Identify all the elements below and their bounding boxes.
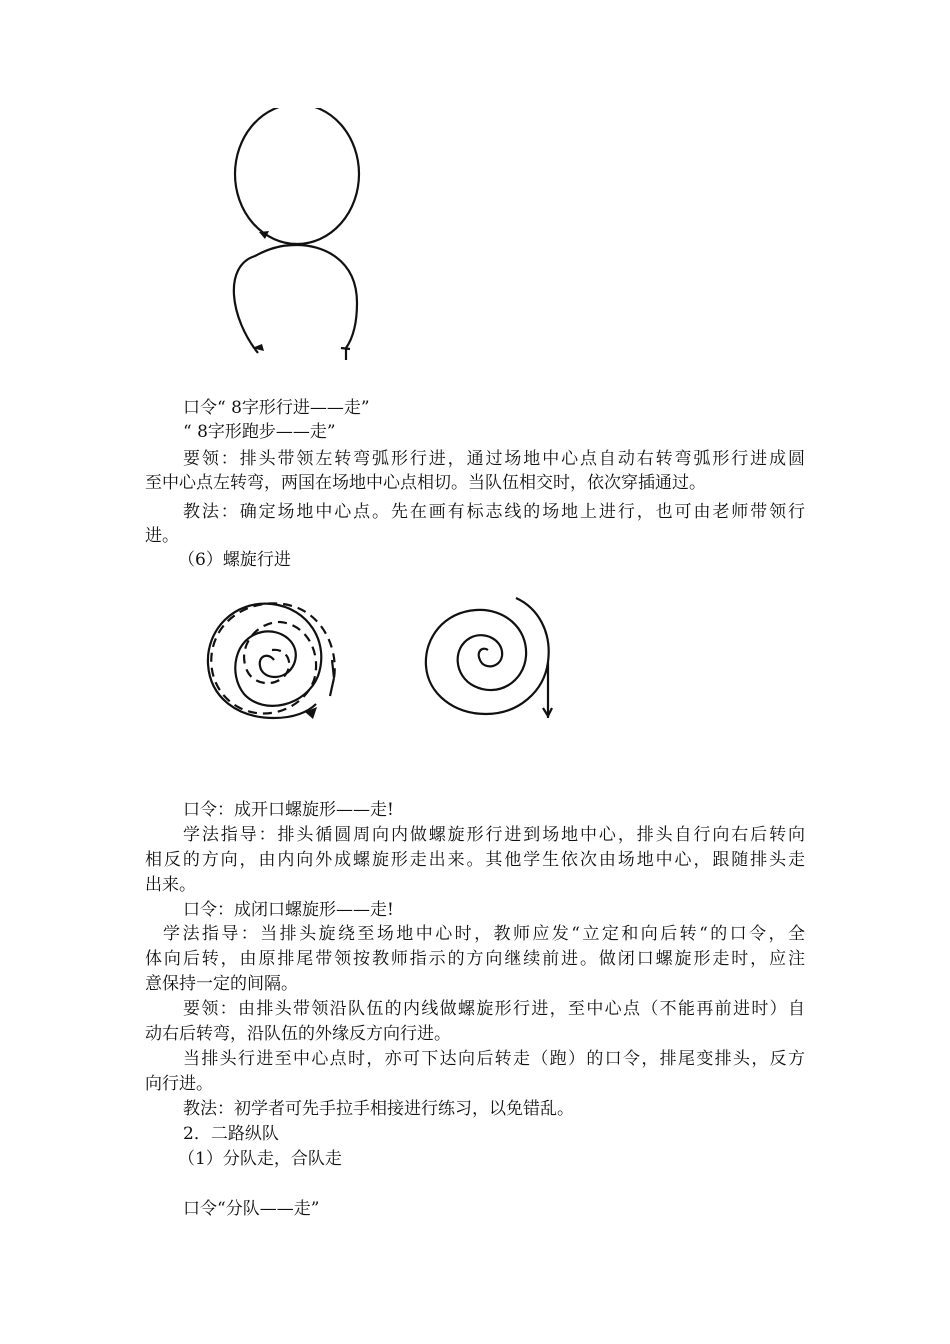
upper-circle <box>235 108 359 244</box>
section-2-heading: 2．二路纵队 <box>183 1124 279 1144</box>
command-closed-spiral: 口令：成闭口螺旋形——走! <box>183 900 394 920</box>
teaching-method-1-line-1: 教法：确定场地中心点。先在画有标志线的场地上进行，也可由老师带领行 <box>183 502 805 522</box>
spiral-tail <box>330 660 334 696</box>
key-points-2-line-1: 要领：由排头带领沿队伍的内线做螺旋形行进，至中心点（不能再前进时）自 <box>183 999 805 1019</box>
study-guide-2-line-1: 学法指导：当排头旋绕至场地中心时，教师应发“立定和向后转“的口令，全 <box>163 924 805 944</box>
key-points-1-line-2: 至中心点左转弯，两国在场地中心点相切。当队伍相交时，依次穿插通过。 <box>145 473 706 493</box>
note-line-2: 向行进。 <box>145 1074 213 1094</box>
study-guide-1-line-3: 出来。 <box>145 875 196 895</box>
closed-spiral-diagram <box>410 590 560 725</box>
teaching-method-2: 教法：初学者可先手拉手相接进行练习，以免错乱。 <box>183 1099 574 1119</box>
spiral-solid-path <box>208 604 321 718</box>
study-guide-2-line-3: 意保持一定的间隔。 <box>145 974 298 994</box>
command-open-spiral: 口令：成开口螺旋形——走! <box>183 800 394 820</box>
key-points-2-line-2: 动右后转弯，沿队伍的外缘反方向行进。 <box>145 1024 451 1044</box>
lower-circle-arc <box>234 245 357 353</box>
lower-tail-tick <box>341 348 350 349</box>
command-figure-eight-run: “ 8字形跑步——走” <box>183 422 336 442</box>
command-split-march: 口令“分队——走” <box>183 1199 320 1219</box>
spiral-solid-path <box>426 598 549 718</box>
study-guide-2-line-2: 体向后转，由原排尾带领按教师指示的方向继续前进。做闭口螺旋形走时，应注 <box>145 949 805 969</box>
key-points-1-line-1: 要领：排头带领左转弯弧形行进，通过场地中心点自动右转弯弧形行进成圆 <box>183 449 805 469</box>
section-2-1-heading: （1）分队走，合队走 <box>178 1149 342 1169</box>
arrow-icon <box>252 344 264 351</box>
note-line-1: 当排头行进至中心点时，亦可下达向后转走（跑）的口令，排尾变排头，反方 <box>183 1049 805 1069</box>
figure-eight-diagram <box>225 108 385 366</box>
study-guide-1-line-1: 学法指导：排头循圆周向内做螺旋形行进到场地中心，排头自行向右后转向 <box>183 825 805 845</box>
teaching-method-1-line-2: 进。 <box>145 526 179 546</box>
section-6-heading: （6）螺旋行进 <box>178 550 291 570</box>
study-guide-1-line-2: 相反的方向，由内向外成螺旋形走出来。其他学生依次由场地中心，跟随排头走 <box>145 850 805 870</box>
open-spiral-diagram <box>198 590 348 730</box>
command-figure-eight-walk: 口令“ 8字形行进——走” <box>183 398 370 418</box>
